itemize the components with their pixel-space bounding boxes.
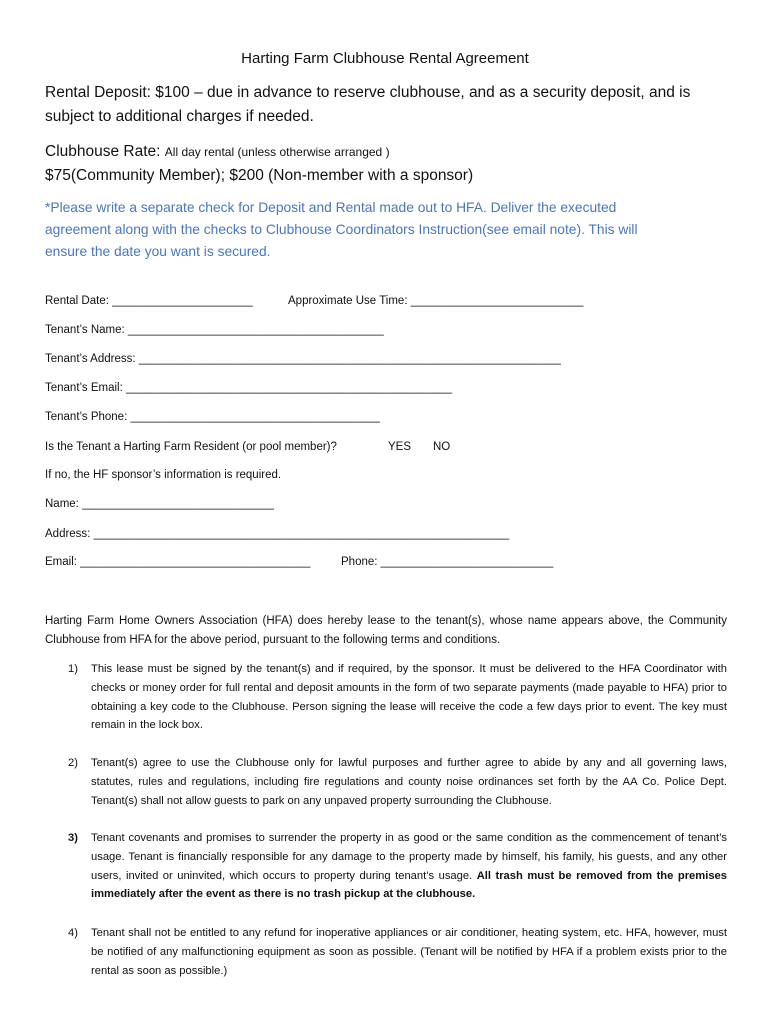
tenant-name-field[interactable]: Tenant’s Name: ________________________________________ bbox=[45, 324, 384, 336]
deposit-line-1: Rental Deposit: $100 – due in advance to reserve clubhouse, and as a security deposit, and is bbox=[45, 84, 691, 101]
use-time-field[interactable]: Approximate Use Time: ___________________________ bbox=[288, 295, 584, 307]
term-item-2 bbox=[45, 754, 727, 810]
sponsor-email-field[interactable]: Email: ____________________________________ bbox=[45, 556, 311, 568]
term-item-3 bbox=[45, 829, 727, 904]
resident-question: Is the Tenant a Harting Farm Resident (or pool member)? bbox=[45, 441, 337, 453]
document-title: Harting Farm Clubhouse Rental Agreement bbox=[241, 50, 529, 67]
tenant-address-field[interactable]: Tenant’s Address: __________________________________________________________________ bbox=[45, 353, 561, 365]
lease-intro: Harting Farm Home Owners Association (HFA) does hereby lease to the tenant(s), whose name appears above, the Community Clubhouse from HFA for the above period, pursuant to the following terms and conditions. bbox=[45, 615, 727, 646]
term-text-wrapper bbox=[91, 829, 727, 904]
term-text: Tenant shall not be entitled to any refund for inoperative appliances or air conditioner, heating system, etc. HFA, however, must be notified of any malfunctioning equipment as soon as possible. (Tenant will be notified by HFA if a problem exists prior to the rental as soon as possible.) bbox=[91, 927, 727, 977]
resident-yes-option[interactable]: YES bbox=[388, 441, 412, 453]
term-text: Tenant covenants and promises to surrender the property in as good or the same condition as the commencement of tenant’s usage. Tenant is financially responsible for any damage to the property made by himself, his family, his guests, and any other users, invited or uninvited, which occurs to property during tenant’s usage. bbox=[91, 832, 727, 882]
rate-prices: $75(Community Member); $200 (Non-member with a sponsor) bbox=[45, 167, 474, 184]
deposit-line-2: subject to additional charges if needed. bbox=[45, 108, 314, 125]
rental-date-field[interactable]: Rental Date: ______________________ bbox=[45, 295, 253, 307]
term-bold-text: All trash must be removed from the premises immediately after the event as there is no trash pickup at the clubhouse. bbox=[91, 869, 727, 901]
sponsor-note: If no, the HF sponsor’s information is required. bbox=[45, 469, 282, 481]
term-number: 2) bbox=[68, 757, 78, 769]
term-item-1 bbox=[45, 660, 727, 735]
term-number: 3) bbox=[68, 832, 78, 844]
sponsor-phone-field[interactable]: Phone: ___________________________ bbox=[341, 556, 554, 568]
rate-label: Clubhouse Rate: bbox=[45, 143, 161, 160]
sponsor-name-field[interactable]: Name: ______________________________ bbox=[45, 498, 274, 510]
payment-note bbox=[45, 197, 705, 263]
term-number: 1) bbox=[68, 663, 78, 675]
term-text: Tenant(s) agree to use the Clubhouse only for lawful purposes and further agree to abide by any and all governing laws, statutes, rules and regulations, including fire regulations and county noise ordinances set forth by the AA Co. Police Dept. Tenant(s) shall not allow guests to park on any unpaved property surrounding the Clubhouse. bbox=[91, 757, 727, 807]
rate-line bbox=[45, 140, 390, 164]
sponsor-address-field[interactable]: Address: _________________________________________________________________ bbox=[45, 528, 510, 540]
rate-description: All day rental (unless otherwise arranged ) bbox=[164, 145, 390, 159]
term-item-4 bbox=[45, 924, 727, 980]
resident-no-option[interactable]: NO bbox=[433, 441, 451, 453]
term-number: 4) bbox=[68, 927, 78, 939]
note-line-2: agreement along with the checks to Clubhouse Coordinators Instruction(see email note). This will bbox=[45, 222, 638, 237]
note-line-3: ensure the date you want is secured. bbox=[45, 244, 271, 259]
tenant-email-field[interactable]: Tenant’s Email: ___________________________________________________ bbox=[45, 382, 453, 394]
tenant-phone-field[interactable]: Tenant’s Phone: _______________________________________ bbox=[45, 411, 380, 423]
note-line-1: *Please write a separate check for Deposit and Rental made out to HFA. Deliver the executed bbox=[45, 200, 617, 215]
term-text: This lease must be signed by the tenant(s) and if required, by the sponsor. It must be delivered to the HFA Coordinator with checks or money order for full rental and deposit amounts in the form of two separate payments (made payable to HFA) prior to obtaining a key code to the Clubhouse. Person signing the lease will receive the code a few days prior to event. The key must remain in the lock box. bbox=[91, 663, 727, 732]
